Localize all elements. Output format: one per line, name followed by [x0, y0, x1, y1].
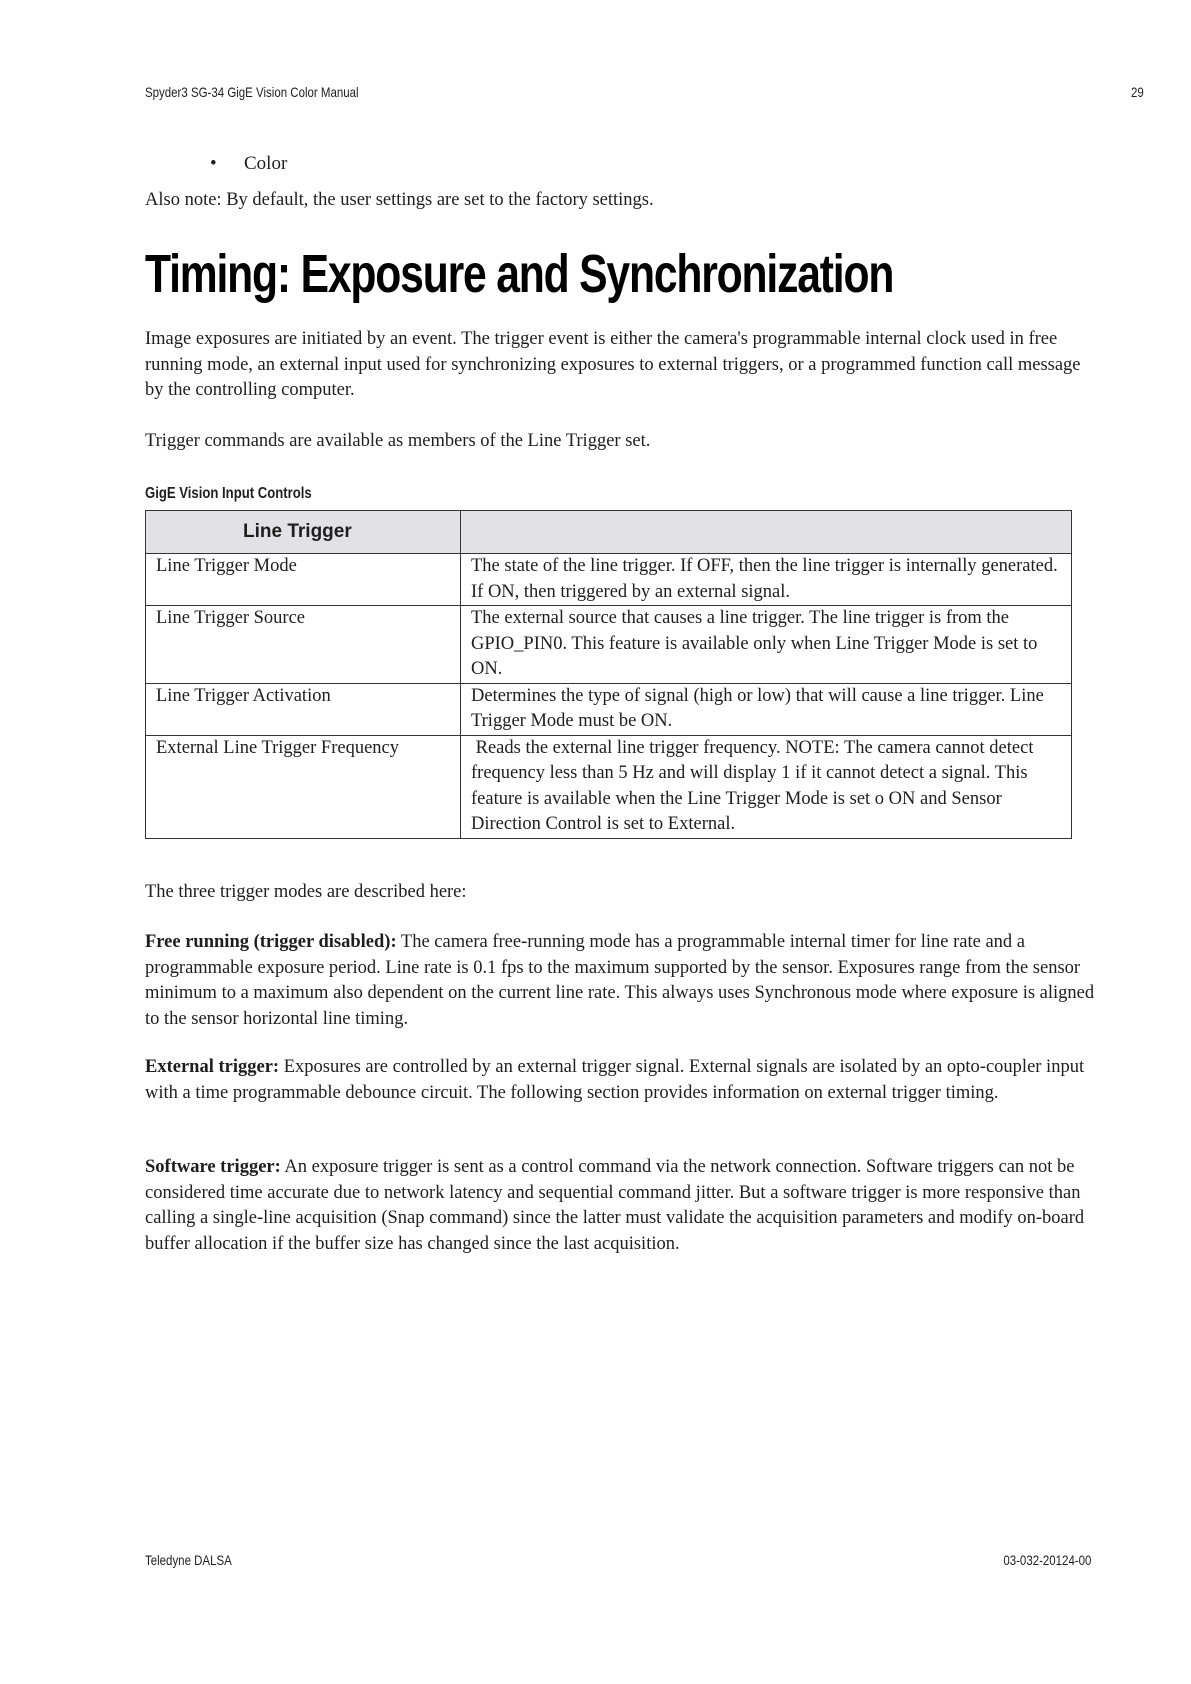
table-caption: GigE Vision Input Controls	[145, 485, 312, 502]
software-trigger-text: An exposure trigger is sent as a control command via the network connection. Software triggers can not be considered time accurate due to network latency and sequential command jitter. But a software trigger is more responsive than calling a single-line acquisition (Snap command) since the latter must validate the acquisition parameters and modify on-board buffer allocation if the buffer size has changed since the last acquisition.	[145, 1157, 1085, 1254]
modes-intro-paragraph: The three trigger modes are described here:	[145, 882, 467, 902]
table-row	[146, 606, 1072, 684]
section-title: Timing: Exposure and Synchronization	[145, 244, 894, 304]
footer-company: Teledyne DALSA	[145, 1552, 232, 1568]
footer-document-number: 03-032-20124-00	[1002, 1552, 1091, 1568]
bullet-icon: •	[210, 153, 217, 174]
free-running-text: The camera free-running mode has a programmable internal timer for line rate and a programmable exposure period. Line rate is 0.1 fps to the maximum supported by the sensor. Exposures range from the sensor minimum to a maximum also dependent on the current line rate. This always uses Synchronous mode where exposure is aligned to the sensor horizontal line timing.	[145, 932, 1095, 1029]
bullet-list-item	[210, 153, 287, 175]
feature-name-cell: Line Trigger Activation	[146, 683, 461, 735]
external-trigger-label: External trigger:	[145, 1057, 280, 1077]
feature-name-cell: External Line Trigger Frequency	[146, 735, 461, 838]
free-running-label: Free running (trigger disabled):	[145, 932, 397, 952]
input-controls-table	[145, 510, 1072, 839]
running-header	[145, 84, 1144, 104]
feature-name-cell: Line Trigger Source	[146, 606, 461, 684]
table-header-row	[146, 511, 1072, 554]
running-footer	[145, 1552, 1091, 1572]
software-trigger-label: Software trigger:	[145, 1157, 281, 1177]
feature-description-cell: The external source that causes a line trigger. The line trigger is from the GPIO_PIN0. This feature is available only when Line Trigger Mode is set to ON.	[461, 606, 1072, 684]
external-trigger-paragraph	[145, 1055, 1095, 1106]
header-title: Spyder3 SG-34 GigE Vision Color Manual	[145, 84, 359, 100]
software-trigger-paragraph	[145, 1155, 1095, 1257]
feature-description-cell: Reads the external line trigger frequency. NOTE: The camera cannot detect frequency less than 5 Hz and will display 1 if it cannot detect a signal. This feature is available when the Line Trigger Mode is set o ON and Sensor Direction Control is set to External.	[461, 735, 1072, 838]
intro-paragraph: Image exposures are initiated by an event. The trigger event is either the camera's programmable internal clock used in free running mode, an external input used for synchronizing exposures to external triggers, or a programmed function call message by the controlling computer.	[145, 329, 1081, 400]
bullet-text: Color	[244, 153, 288, 174]
table-row	[146, 683, 1072, 735]
table-row	[146, 554, 1072, 606]
table-header-name: Line Trigger	[146, 511, 461, 554]
table-header-description	[461, 511, 1072, 554]
table-row	[146, 735, 1072, 838]
feature-description-cell: Determines the type of signal (high or low) that will cause a line trigger. Line Trigger Mode must be ON.	[461, 683, 1072, 735]
page-number: 29	[1130, 84, 1144, 100]
feature-description-cell: The state of the line trigger. If OFF, then the line trigger is internally generated. If ON, then triggered by an external signal.	[461, 554, 1072, 606]
feature-name-cell: Line Trigger Mode	[146, 554, 461, 606]
trigger-commands-paragraph: Trigger commands are available as members of the Line Trigger set.	[145, 431, 651, 451]
note-paragraph: Also note: By default, the user settings are set to the factory settings.	[145, 190, 654, 210]
free-running-paragraph	[145, 930, 1095, 1032]
external-trigger-text: Exposures are controlled by an external trigger signal. External signals are isolated by an opto-coupler input with a time programmable debounce circuit. The following section provides information on external trigger timing.	[145, 1057, 1085, 1103]
